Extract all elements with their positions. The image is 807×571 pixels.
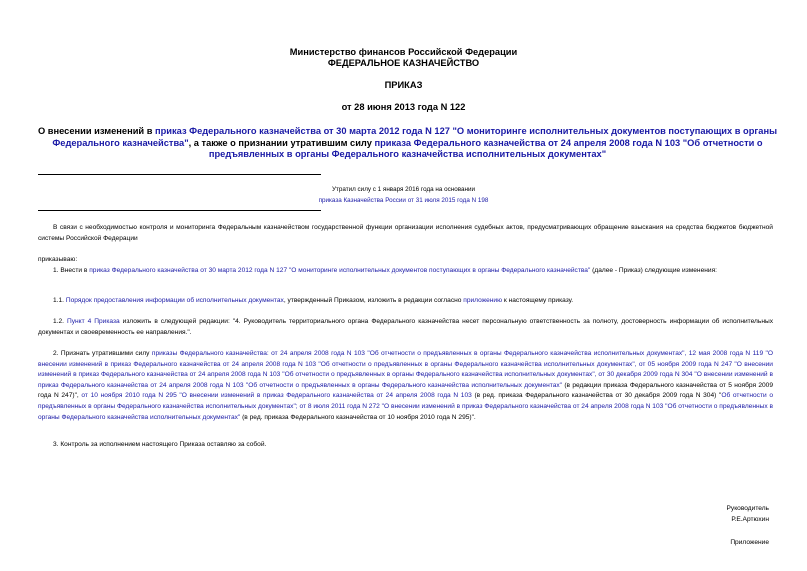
document-type: ПРИКАЗ [384, 80, 423, 90]
item-3-paragraph: 3. Контроль за исполнением настоящего Приказа оставляю за собой. [53, 441, 267, 448]
order-word: приказываю: [38, 256, 78, 263]
item-2-text-d: (в ред. приказа Федерального казначейства от 10 ноября 2010 года N 295)". [240, 413, 476, 421]
item-1-text-b: (далее - Приказ) следующие изменения: [590, 267, 717, 274]
repeal-note-line: Утратил силу с 1 января 2016 года на основании [331, 186, 476, 193]
divider-top [38, 174, 321, 175]
item-1-1-link-procedure[interactable]: Порядок предоставления информации об исполнительных документах [65, 297, 284, 304]
agency-name: ФЕДЕРАЛЬНОЕ КАЗНАЧЕЙСТВО [327, 58, 480, 68]
ministry-name: Министерство финансов Российской Федерации [289, 47, 518, 57]
item-1-1-text-c: к настоящему приказу. [502, 297, 574, 304]
title-text-1: О внесении изменений в [37, 126, 156, 136]
item-1-link[interactable]: приказ Федерального казначейства от 30 марта 2012 года N 127 "О мониторинге исполнительных документов поступающих в органы Федерального казначейства" [89, 267, 591, 274]
item-1-paragraph [38, 266, 773, 277]
item-2-link-order-295[interactable]: от 10 ноября 2010 года N 295 "О внесении изменений в приказ Федерального казначейства от 24 апреля 2008 года N 103 [81, 392, 472, 400]
repeal-note-link-wrap [0, 195, 807, 207]
appendix-label: Приложение [730, 539, 769, 546]
preamble-paragraph: В связи с необходимостью контроля и мониторинга Федеральным казначейством государственной функции организации исполнения судебных актов, предусматривающих обращение взыскания на средства бюджетов бюджетной системы Российской Федерации [38, 224, 773, 242]
repeal-note-link[interactable]: приказа Казначейства России от 31 июля 2015 года N 198 [318, 197, 489, 204]
item-2-text-b: (в редакции приказа Федерального казначейства от 5 ноября 2009 года N 247)", [38, 381, 773, 400]
item-1-1-text-a: 1.1. [53, 297, 66, 304]
item-2-paragraph [38, 349, 773, 423]
item-1-text-a: 1. Внести в [53, 267, 90, 274]
signature-name: Р.Е.Артюхин [731, 516, 769, 523]
item-1-2-paragraph [38, 317, 773, 338]
document-title [30, 126, 785, 161]
title-link-order-127[interactable]: приказ Федерального казначейства от 30 марта 2012 года N 127 "О мониторинге исполнительных документов поступающих в органы Федерального казначейства" [52, 126, 778, 148]
item-1-2-link[interactable]: Пункт 4 Приказа [66, 318, 120, 325]
title-text-2: , а также о признании утратившим силу [188, 137, 375, 148]
divider-bottom [38, 210, 321, 211]
item-1-2-text-a: 1.2. [53, 318, 67, 325]
item-2-link-orders[interactable]: приказы Федерального казначейства: от 24 апреля 2008 года N 103 "Об отчетности о предъявленных в органы Федерального казначейства исполнительных документах", 12 мая 2008 года N 119 "О внесении изменений в приказ Федерального казначейства от 24 апреля 2008 года N 103 "Об отчетности о предъявленных в органы Федерального казначейства исполнительных документах", от 05 ноября 2009 года N 247 "О внесении изменений в приказ Федерального казначейства от 24 апреля 2008 года N 103 "Об отчетности о предъявленных в органы Федерального казначейства исполнительных документах", от 30 декабря 2009 года N 304 "О внесении изменений в приказ Федерального казначейства от 24 апреля 2008 года N 103 "Об отчетности о предъявленных в органы Федерального казначейства исполнительных документах" [38, 350, 773, 389]
item-1-1-paragraph [38, 296, 773, 307]
item-2-text-c: (в ред. приказа Федерального казначейства от 30 декабря 2009 года N 304) " [471, 392, 722, 400]
item-2-link-order-272[interactable]: Об отчетности о предъявленных в органы Федерального казначейства исполнительных документах"; от 8 июля 2011 года N 272 "О внесении изменений в приказ Федерального казначейства от 24 апреля 2008 года N 103 "Об отчетности о предъявленных в органы Федерального казначейства исполнительных документах" [38, 392, 773, 421]
title-link-order-103[interactable]: приказа Федерального казначейства от 24 апреля 2008 года N 103 "Об отчетности о предъявленных в органы Федерального казначейства исполнительных документах" [208, 137, 763, 159]
document-date-number: от 28 июня 2013 года N 122 [341, 102, 466, 112]
item-1-2-text-b: изложить в следующей редакции: "4. Руководитель территориального органа Федерального казначейства несет персональную ответственность за полноту, достоверность информации об исполнительных документах и своевременность ее направления.". [38, 318, 774, 336]
item-2-text-a: 2. Признать утратившими силу [53, 350, 152, 357]
item-1-1-link-appendix[interactable]: приложению [463, 297, 503, 304]
signature-position: Руководитель [726, 505, 769, 512]
item-1-1-text-b: , утвержденный Приказом, изложить в редакции согласно [283, 297, 464, 304]
